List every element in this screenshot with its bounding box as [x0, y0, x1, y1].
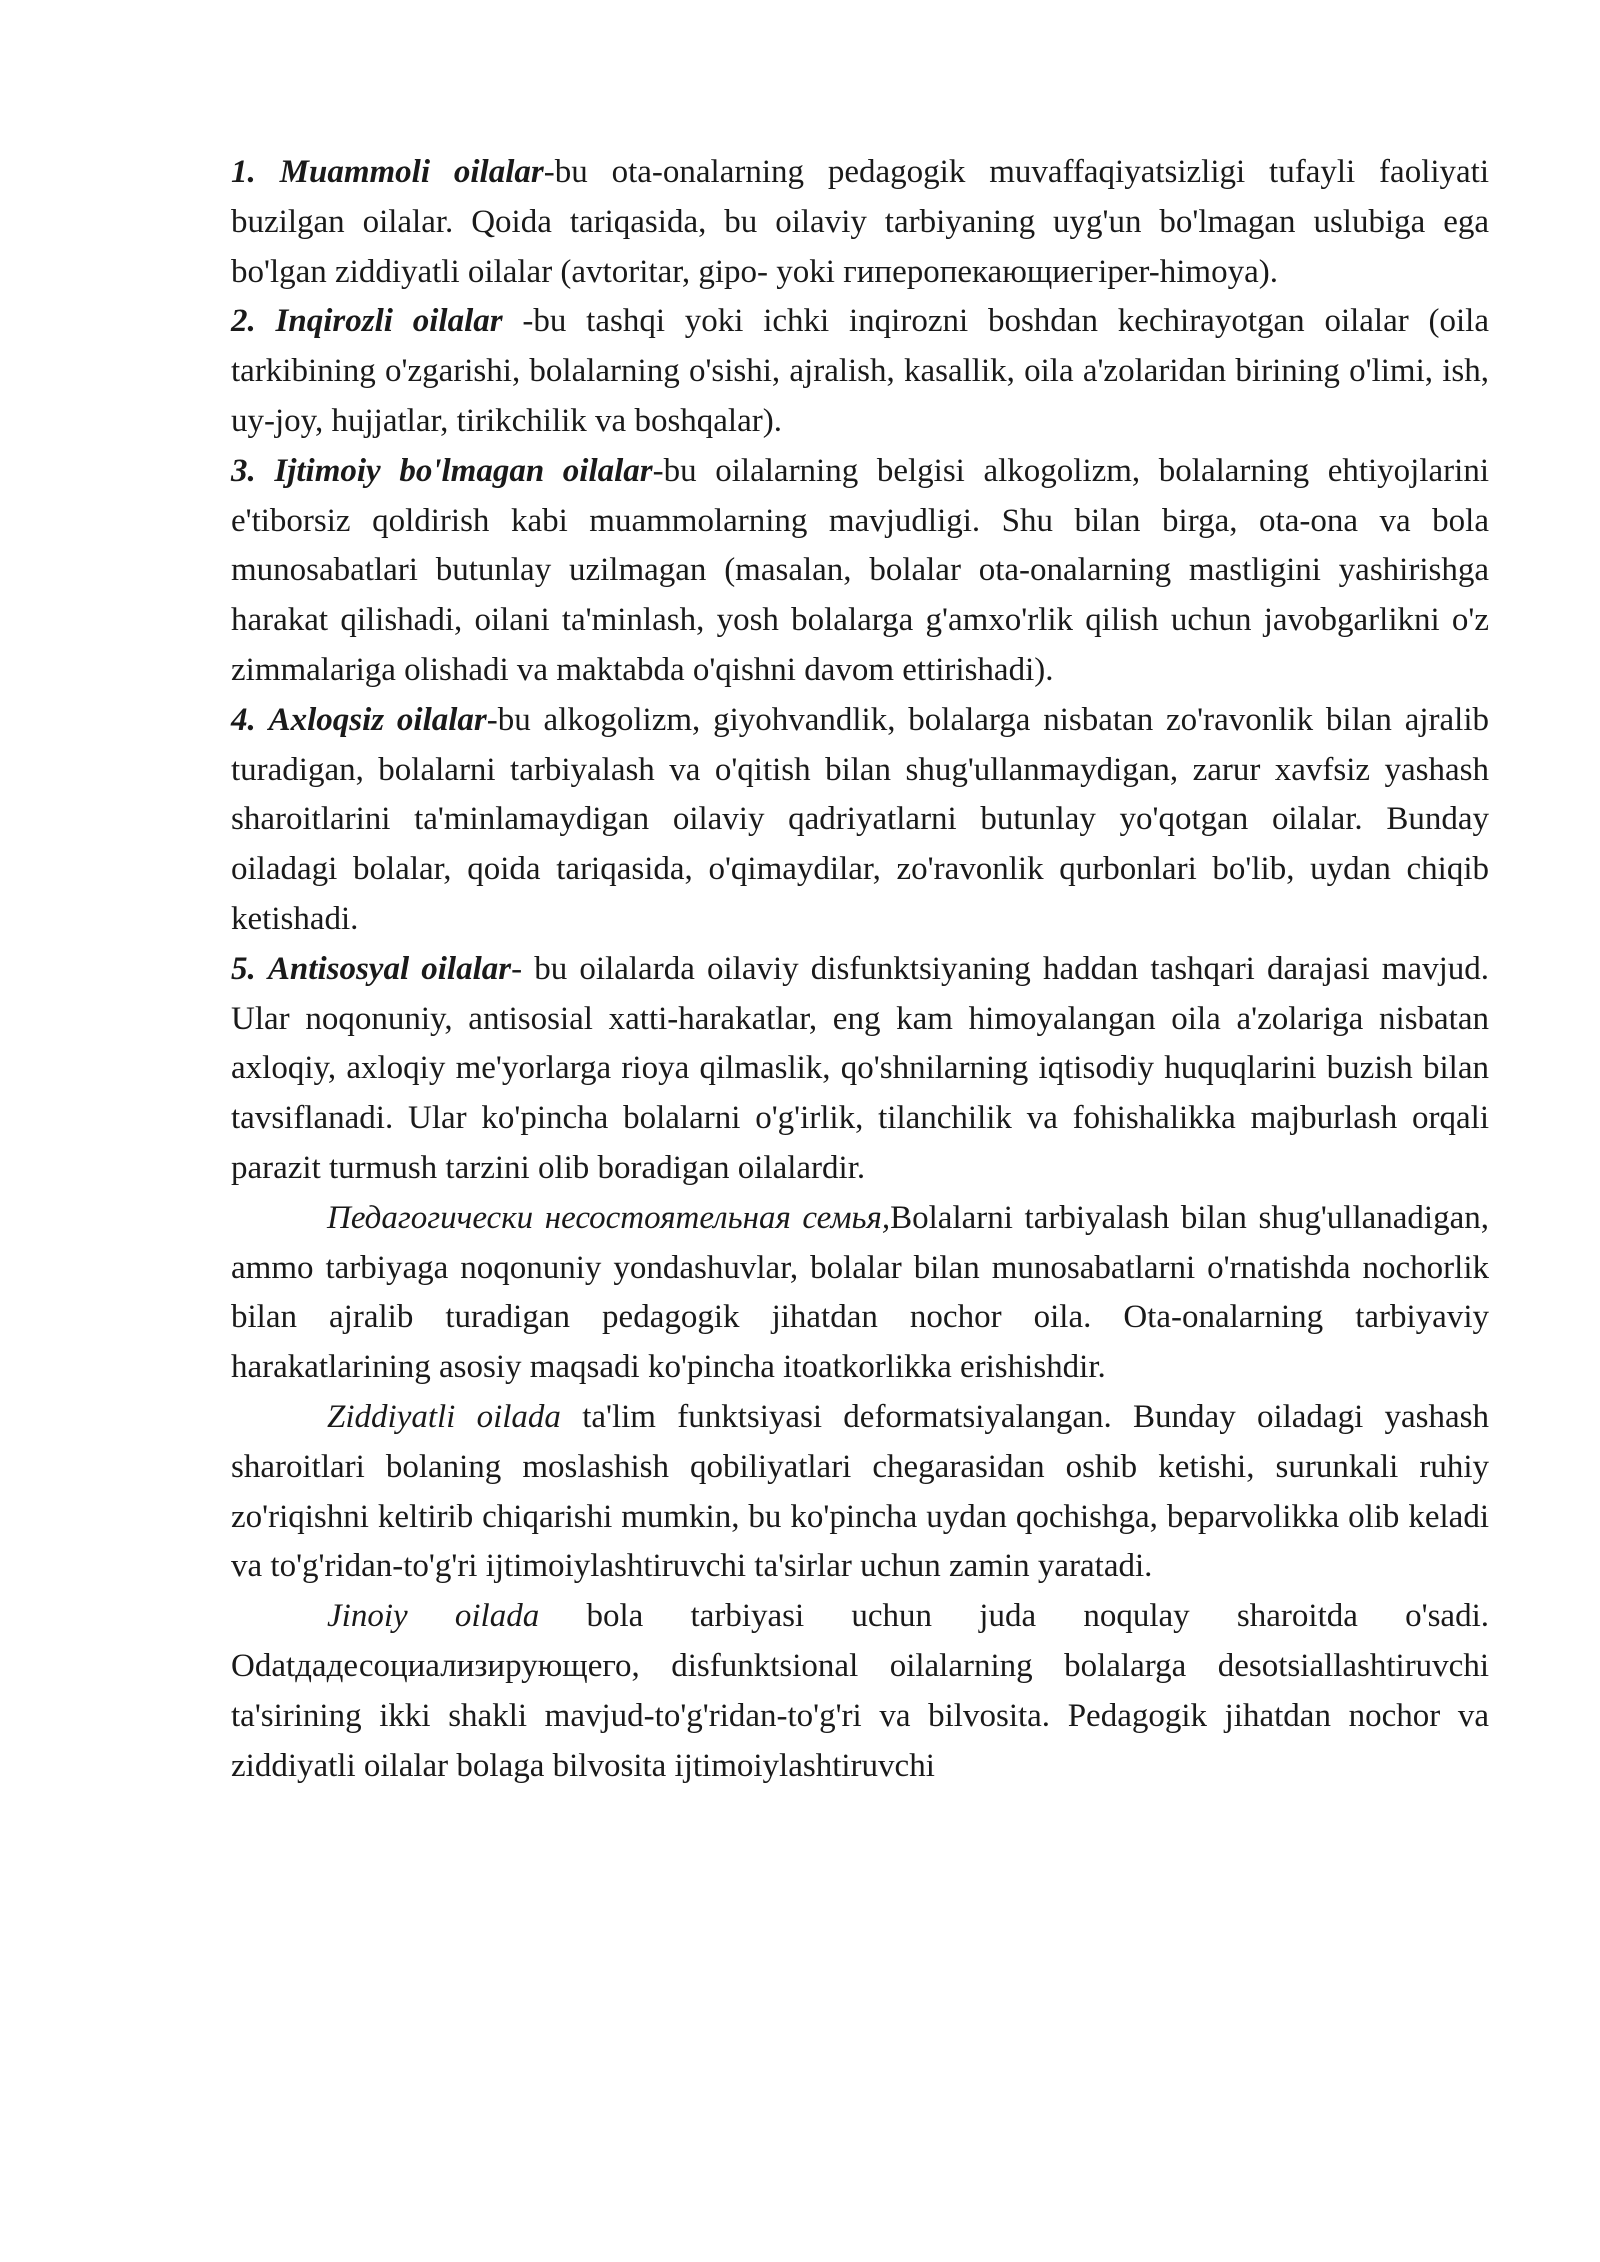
term-problem-families: Muammoli oilalar [279, 154, 544, 190]
paragraph-text: -bu tashqi yoki ichki inqirozni boshdan kechirayotgan oilalar (oila tarkibining o'zgarishi, bolalarning o'sishi, ajralish, kasallik, oila a'zolaridan birining o'limi, ish, uy-joy, hujjatlar, tirikchilik va boshqalar). [231, 303, 1489, 439]
paragraph-problem-families [231, 148, 1489, 297]
paragraph-conflict-family [231, 1393, 1489, 1592]
paragraph-text: - bu oilalarda oilaviy disfunktsiyaning haddan tashqari darajasi mavjud. Ular noqonuniy, antisosial xatti-harakatlar, eng kam himoyalangan oila a'zolariga nisbatan axloqiy, axloqiy me'yorlarga rioya qilmaslik, qo'shnilarning iqtisodiy huquqlarini buzish bilan tavsiflanadi. Ular ko'pincha bolalarni o'g'irlik, tilanchilik va fohishalikka majburlash orqali parazit turmush tarzini olib boradigan oilalardir. [231, 950, 1489, 1186]
item-number: 2. [231, 303, 256, 340]
term-conflict-family: Ziddiyatli oilada [327, 1398, 561, 1435]
item-number: 5. [231, 950, 256, 987]
paragraph-antisocial-families [231, 945, 1489, 1194]
paragraph-text: ta'lim funktsiyasi deformatsiyalangan. Bunday oiladagi yashash sharoitlari bolaning moslashish qobiliyatlari chegarasidan oshib ketishi, surunkali ruhiy zo'riqishni keltirib chiqarishi mumkin, bu ko'pincha uydan qochishga, beparvolikka olib keladi va to'g'ridan-to'g'ri ijtimoiylashtiruvchi ta'sirlar uchun zamin yaratadi. [231, 1398, 1489, 1585]
paragraph-text: bola tarbiyasi uchun juda noqulay sharoitda o'sadi. Odatдадесоциализирующего, disfunktsional oilalarning bolalarga desotsiallashtiruvchi ta'sirining ikki shakli mavjud-to'g'ridan-to'g'ri va bilvosita. Pedagogik jihatdan nochor va ziddiyatli oilalar bolaga bilvosita ijtimoiylashtiruvchi [231, 1598, 1489, 1784]
term-crisis-families: Inqirozli oilalar [275, 303, 503, 340]
paragraph-immoral-families [231, 696, 1489, 945]
paragraph-criminal-family [231, 1592, 1489, 1791]
paragraph-pedagogically-incompetent [231, 1194, 1489, 1393]
term-asocial-families: Ijtimoiy bo'lmagan oilalar [274, 452, 653, 489]
item-number: 3. [231, 452, 256, 489]
term-criminal-family: Jinoiy oilada [327, 1598, 540, 1635]
term-pedagogically-incompetent: Педагогически несостоятельная семья, [327, 1199, 891, 1236]
paragraph-text: -bu alkogolizm, giyohvandlik, bolalarga nisbatan zo'ravonlik bilan ajralib turadigan, bolalarni tarbiyalash va o'qitish bilan shug'ullanmaydigan, zarur xavfsiz yashash sharoitlarini ta'minlamaydigan oilaviy qadriyatlarni butunlay yo'qotgan oilalar. Bunday oiladagi bolalar, qoida tariqasida, o'qimaydilar, zo'ravonlik qurbonlari bo'lib, uydan chiqib ketishadi. [231, 701, 1489, 937]
item-number: 1. [231, 154, 256, 190]
paragraph-asocial-families [231, 447, 1489, 696]
paragraph-text: -bu ota-onalarning pedagogik muvaffaqiyatsizligi tufayli faoliyati buzilgan oilalar. Qoida tariqasida, bu oilaviy tarbiyaning uyg'un bo'lmagan uslubiga ega bo'lgan ziddiyatli oilalar (avtoritar, gipo- yoki гиперопекающиегiper-himoya). [231, 154, 1490, 290]
paragraph-text: Bolalarni tarbiyalash bilan shug'ullanadigan, ammo tarbiyaga noqonuniy yondashuvlar, bolalar bilan munosabatlarni o'rnatishda nochorlik bilan ajralib turadigan pedagogik jihatdan nochor oila. Ota-onalarning tarbiyaviy harakatlarining asosiy maqsadi ko'pincha itoatkorlikka erishishdir. [231, 1199, 1489, 1386]
document-page [231, 148, 1489, 1791]
paragraph-text: -bu oilalarning belgisi alkogolizm, bolalarning ehtiyojlarini e'tiborsiz qoldirish kabi muammolarning mavjudligi. Shu bilan birga, ota-ona va bola munosabatlari butunlay uzilmagan (masalan, bolalar ota-onalarning mastligini yashirishga harakat qilishadi, oilani ta'minlash, yosh bolalarga g'amxo'rlik qilish uchun javobgarlikni o'z zimmalariga olishadi va maktabda o'qishni davom ettirishadi). [231, 452, 1489, 688]
term-antisocial-families: Antisosyal oilalar [267, 950, 512, 987]
item-number: 4. [231, 701, 256, 738]
term-immoral-families: Axloqsiz oilalar [268, 701, 487, 738]
paragraph-crisis-families [231, 297, 1489, 446]
